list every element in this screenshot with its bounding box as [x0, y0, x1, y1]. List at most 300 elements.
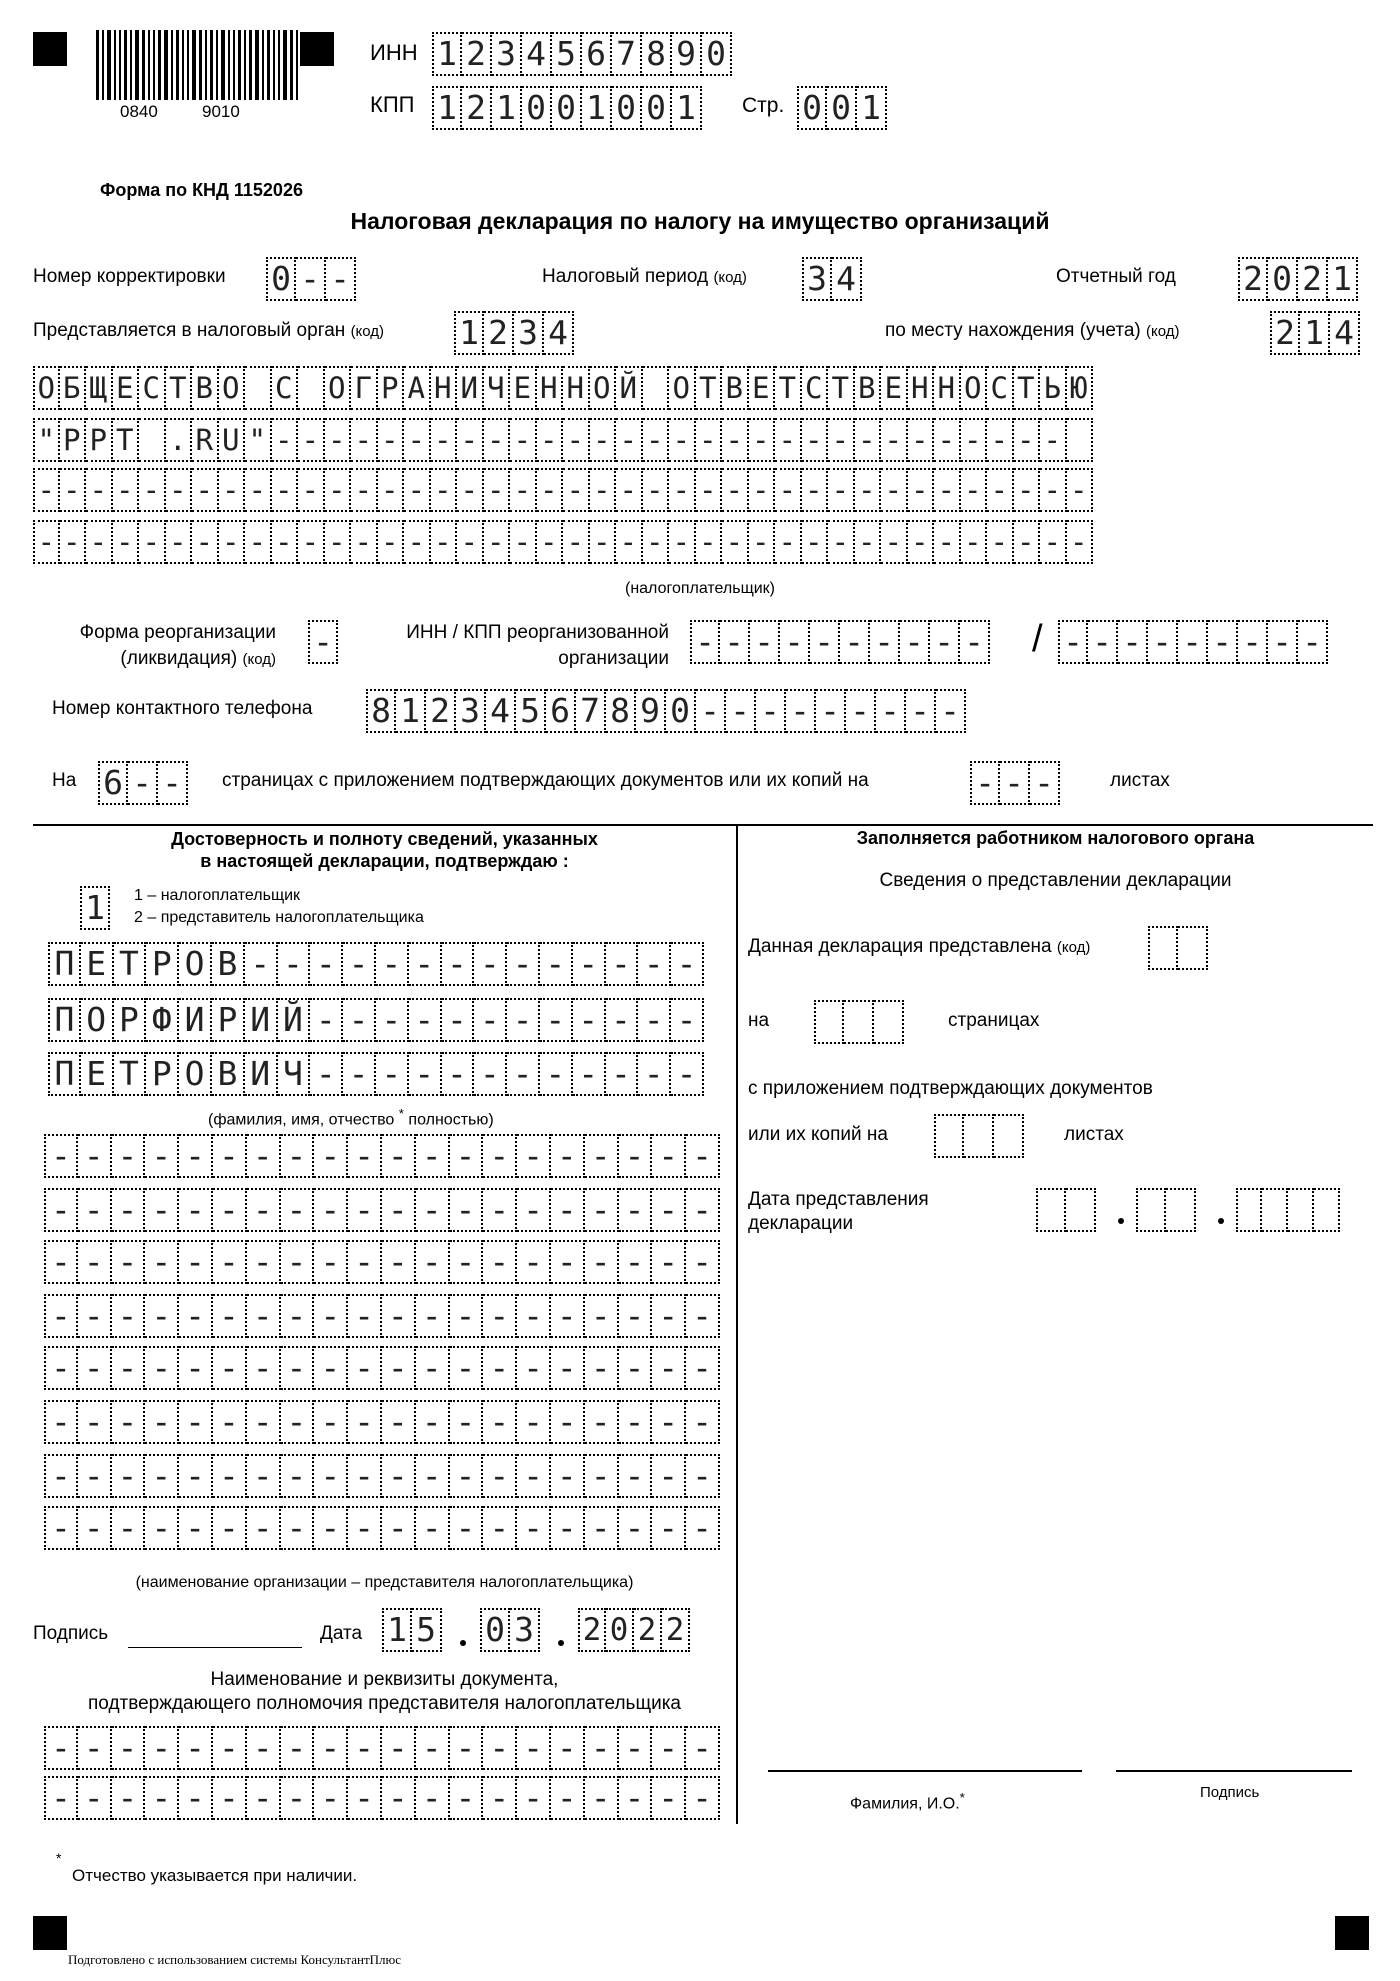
sheets-cells[interactable] — [970, 761, 1060, 805]
char-cell: - — [192, 520, 219, 564]
char-cell: - — [272, 468, 299, 512]
char-cell: 1 — [80, 886, 110, 930]
char-cell: - — [585, 1506, 619, 1550]
char-cell: - — [652, 1294, 686, 1338]
char-cell: - — [78, 1134, 112, 1178]
barcode-bar — [249, 30, 252, 100]
char-cell: - — [652, 1346, 686, 1390]
doc-row-2[interactable] — [44, 1776, 720, 1820]
surname-cells[interactable] — [48, 942, 704, 986]
fio-line[interactable] — [768, 1770, 1082, 1772]
char-cell: U — [219, 418, 246, 462]
char-cell: - — [483, 1134, 517, 1178]
char-cell: Т — [696, 366, 723, 410]
reorg-inn-label: ИНН / КПП реорганизованной организации — [406, 622, 669, 669]
char-cell: . — [166, 418, 193, 462]
char-cell: - — [619, 1346, 653, 1390]
char-cell: - — [786, 689, 816, 733]
char-cell: - — [376, 998, 409, 1042]
char-cell: 6 — [582, 32, 612, 76]
char-cell: - — [828, 520, 855, 564]
char-cell: - — [44, 1454, 78, 1498]
fio-label: Фамилия, И.О.* — [850, 1790, 965, 1813]
char-cell — [1178, 926, 1208, 970]
right-date-day-cells[interactable] — [1036, 1188, 1096, 1232]
char-cell: - — [671, 998, 704, 1042]
year-cells[interactable] — [1238, 257, 1358, 301]
char-cell: Н — [934, 366, 961, 410]
char-cell: 3 — [456, 689, 486, 733]
char-cell: - — [404, 418, 431, 462]
org-row-1[interactable] — [44, 1134, 720, 1178]
char-cell: - — [219, 520, 246, 564]
char-cell: - — [1298, 620, 1328, 664]
date-label: Дата — [320, 1623, 363, 1644]
char-cell: - — [314, 1726, 348, 1770]
char-cell: О — [219, 366, 246, 410]
char-cell: О — [590, 366, 617, 410]
char-cell: - — [179, 1240, 213, 1284]
char-cell: - — [378, 418, 405, 462]
char-cell: - — [802, 418, 829, 462]
char-cell: 2 — [462, 86, 492, 130]
char-cell: - — [382, 1134, 416, 1178]
right-pages-label: страницах — [948, 1010, 1040, 1031]
char-cell: - — [551, 1506, 585, 1550]
date-separator-1 — [460, 1640, 466, 1646]
corner-marker-top-right — [300, 32, 334, 66]
char-cell: 0 — [266, 257, 296, 301]
char-cell: - — [643, 468, 670, 512]
char-cell: - — [78, 1188, 112, 1232]
char-cell: - — [450, 1294, 484, 1338]
char-cell: В — [722, 366, 749, 410]
char-cell — [1166, 1188, 1196, 1232]
char-cell: - — [573, 942, 606, 986]
char-cell: - — [563, 468, 590, 512]
char-cell: - — [510, 468, 537, 512]
char-cell: - — [573, 998, 606, 1042]
char-cell: - — [44, 1134, 78, 1178]
char-cell: - — [585, 1346, 619, 1390]
char-cell: - — [213, 1506, 247, 1550]
char-cell: - — [376, 942, 409, 986]
char-cell: - — [881, 468, 908, 512]
char-cell — [1288, 1188, 1314, 1232]
char-cell: О — [961, 366, 988, 410]
char-cell: - — [652, 1400, 686, 1444]
patronymic-cells[interactable] — [48, 1052, 704, 1096]
reorg-inn-cells[interactable] — [690, 620, 990, 664]
char-cell — [1136, 1188, 1166, 1232]
barcode-bar — [216, 30, 218, 100]
presented-label: Данная декларация представлена (код) — [748, 936, 1091, 957]
char-cell: - — [179, 1134, 213, 1178]
char-cell: 0 — [666, 689, 696, 733]
char-cell: - — [179, 1454, 213, 1498]
char-cell: - — [213, 1776, 247, 1820]
char-cell: - — [775, 418, 802, 462]
char-cell: - — [78, 1506, 112, 1550]
org-row-8[interactable] — [44, 1506, 720, 1550]
barcode-bar — [205, 30, 207, 100]
barcode — [96, 30, 301, 100]
inn-cells[interactable] — [432, 32, 732, 76]
section-divider-horizontal — [33, 824, 1373, 826]
kpp-cells[interactable] — [432, 86, 702, 130]
char-cell: 0 — [606, 1608, 634, 1652]
attach-label: с приложением подтверждающих документов — [748, 1078, 1153, 1099]
firstname-cells[interactable] — [48, 998, 704, 1042]
char-cell: Ю — [1067, 366, 1094, 410]
char-cell: - — [382, 1188, 416, 1232]
char-cell: - — [78, 1776, 112, 1820]
char-cell: - — [686, 1134, 720, 1178]
char-cell: - — [145, 1506, 179, 1550]
date-month-cells[interactable] — [480, 1608, 540, 1652]
char-cell: - — [431, 520, 458, 564]
char-cell: - — [540, 942, 573, 986]
phone-cells[interactable] — [366, 689, 966, 733]
char-cell: - — [326, 257, 356, 301]
char-cell: - — [517, 1240, 551, 1284]
char-cell: - — [616, 520, 643, 564]
char-cell: - — [483, 1294, 517, 1338]
char-cell: И — [245, 1052, 278, 1096]
char-cell: - — [442, 998, 475, 1042]
char-cell: Г — [351, 366, 378, 410]
char-cell: Ч — [484, 366, 511, 410]
char-cell: - — [382, 1240, 416, 1284]
taxpayer-row-1[interactable] — [33, 366, 1093, 410]
char-cell: - — [409, 942, 442, 986]
char-cell: Й — [278, 998, 311, 1042]
char-cell: - — [585, 1240, 619, 1284]
char-cell: 4 — [486, 689, 516, 733]
char-cell: - — [78, 1400, 112, 1444]
char-cell: - — [643, 520, 670, 564]
char-cell: - — [537, 418, 564, 462]
location-cells[interactable] — [1270, 311, 1360, 355]
date-day-cells[interactable] — [382, 1608, 442, 1652]
char-cell: - — [960, 620, 990, 664]
barcode-bar — [255, 30, 259, 100]
correction-label: Номер корректировки — [33, 266, 226, 287]
char-cell: - — [585, 1294, 619, 1338]
barcode-bar — [119, 30, 121, 100]
char-cell: Н — [908, 366, 935, 410]
char-cell: - — [540, 998, 573, 1042]
char-cell: - — [749, 418, 776, 462]
pages-middle-text: страницах с приложением подтверждающих документов или их копий на — [222, 770, 869, 791]
char-cell: Е — [749, 366, 776, 410]
char-cell: 6 — [98, 761, 128, 805]
char-cell: - — [828, 468, 855, 512]
char-cell: - — [457, 418, 484, 462]
char-cell: - — [483, 1240, 517, 1284]
char-cell: - — [78, 1454, 112, 1498]
char-cell — [844, 1000, 874, 1044]
org-row-4[interactable] — [44, 1294, 720, 1338]
org-row-3[interactable] — [44, 1240, 720, 1284]
char-cell: - — [722, 520, 749, 564]
char-cell: Т — [775, 366, 802, 410]
char-cell: - — [213, 1454, 247, 1498]
char-cell: 2 — [1238, 257, 1268, 301]
char-cell: - — [450, 1454, 484, 1498]
char-cell: - — [450, 1776, 484, 1820]
char-cell: - — [686, 1400, 720, 1444]
char-cell: - — [78, 1346, 112, 1390]
char-cell: - — [855, 520, 882, 564]
char-cell: - — [314, 1454, 348, 1498]
right-sheets-cells[interactable] — [934, 1114, 1024, 1158]
char-cell: - — [669, 468, 696, 512]
barcode-bar — [158, 30, 161, 100]
char-cell: - — [213, 1188, 247, 1232]
barcode-bar — [273, 30, 275, 100]
char-cell: - — [1118, 620, 1148, 664]
char-cell: - — [484, 520, 511, 564]
char-cell: 7 — [612, 32, 642, 76]
org-row-5[interactable] — [44, 1346, 720, 1390]
char-cell: Р — [212, 998, 245, 1042]
char-cell: - — [638, 942, 671, 986]
char-cell: - — [404, 520, 431, 564]
char-cell: - — [245, 468, 272, 512]
char-cell: - — [474, 998, 507, 1042]
char-cell: Р — [146, 942, 179, 986]
correction-cells[interactable] — [266, 257, 356, 301]
char-cell: - — [450, 1134, 484, 1178]
char-cell: - — [855, 468, 882, 512]
taxpayer-row-2[interactable] — [33, 418, 1093, 462]
char-cell: - — [308, 620, 338, 664]
char-cell: - — [510, 520, 537, 564]
char-cell: - — [750, 620, 780, 664]
char-cell: - — [310, 942, 343, 986]
right-pages-cells[interactable] — [814, 1000, 904, 1044]
right-date-separator-1 — [1118, 1218, 1124, 1224]
pages-prefix: На — [52, 770, 77, 791]
char-cell: - — [86, 468, 113, 512]
char-cell: - — [551, 1346, 585, 1390]
char-cell: - — [780, 620, 810, 664]
char-cell: - — [507, 1052, 540, 1096]
char-cell: - — [44, 1506, 78, 1550]
right-date-month-cells[interactable] — [1136, 1188, 1196, 1232]
char-cell: - — [840, 620, 870, 664]
char-cell: О — [33, 366, 60, 410]
barcode-bar — [262, 30, 264, 100]
signature-line[interactable] — [128, 1647, 302, 1648]
reorg-slash: / — [1032, 618, 1043, 660]
char-cell: - — [585, 1400, 619, 1444]
char-cell: Е — [81, 1052, 114, 1096]
char-cell: - — [987, 520, 1014, 564]
right-heading: Заполняется работником налогового органа — [856, 828, 1255, 848]
authority-cells[interactable] — [454, 311, 574, 355]
org-row-7[interactable] — [44, 1454, 720, 1498]
char-cell: - — [484, 468, 511, 512]
char-cell: - — [537, 468, 564, 512]
barcode-bar — [283, 30, 287, 100]
char-cell: В — [192, 366, 219, 410]
char-cell: 5 — [412, 1608, 442, 1652]
char-cell: - — [483, 1506, 517, 1550]
char-cell: - — [551, 1454, 585, 1498]
char-cell: - — [86, 520, 113, 564]
char-cell: Е — [113, 366, 140, 410]
char-cell: - — [44, 1400, 78, 1444]
period-cells[interactable] — [802, 257, 862, 301]
char-cell: - — [314, 1776, 348, 1820]
char-cell: 4 — [1330, 311, 1360, 355]
char-cell — [964, 1114, 994, 1158]
char-cell: - — [517, 1400, 551, 1444]
char-cell: R — [192, 418, 219, 462]
char-cell: - — [686, 1454, 720, 1498]
char-cell: - — [416, 1188, 450, 1232]
char-cell: - — [281, 1506, 315, 1550]
char-cell: - — [585, 1776, 619, 1820]
char-cell: - — [247, 1346, 281, 1390]
char-cell: - — [551, 1240, 585, 1284]
char-cell: - — [145, 1726, 179, 1770]
char-cell: И — [179, 998, 212, 1042]
char-cell: - — [573, 1052, 606, 1096]
char-cell — [1262, 1188, 1288, 1232]
char-cell: - — [113, 520, 140, 564]
char-cell: - — [619, 1134, 653, 1178]
char-cell: С — [139, 366, 166, 410]
char-cell: - — [348, 1454, 382, 1498]
taxpayer-row-4[interactable] — [33, 520, 1093, 564]
char-cell: - — [378, 468, 405, 512]
char-cell: - — [652, 1454, 686, 1498]
char-cell: - — [416, 1294, 450, 1338]
char-cell: - — [474, 1052, 507, 1096]
char-cell: - — [348, 1506, 382, 1550]
signature-label: Подпись — [33, 1623, 109, 1644]
barcode-bar — [182, 30, 184, 100]
char-cell: - — [855, 418, 882, 462]
char-cell: - — [348, 1726, 382, 1770]
org-row-6[interactable] — [44, 1400, 720, 1444]
reorg-cells[interactable] — [308, 620, 338, 664]
pages-cells[interactable] — [98, 761, 188, 805]
char-cell: - — [166, 468, 193, 512]
char-cell: В — [212, 942, 245, 986]
barcode-bar — [135, 30, 139, 100]
char-cell: 4 — [522, 32, 552, 76]
char-cell: - — [247, 1776, 281, 1820]
char-cell: - — [876, 689, 906, 733]
char-cell: - — [1014, 520, 1041, 564]
char-cell: - — [961, 468, 988, 512]
presented-code-cells[interactable] — [1148, 926, 1208, 970]
signer-type-cell[interactable] — [80, 886, 110, 930]
char-cell: - — [517, 1506, 551, 1550]
char-cell: - — [219, 468, 246, 512]
char-cell: - — [166, 520, 193, 564]
period-label: Налоговый период (код) — [542, 266, 747, 287]
char-cell: - — [416, 1240, 450, 1284]
org-row-2[interactable] — [44, 1188, 720, 1232]
char-cell: - — [431, 418, 458, 462]
corner-marker-bottom-left — [33, 1916, 67, 1950]
footnote-star: * — [56, 1850, 62, 1866]
char-cell — [1148, 926, 1178, 970]
char-cell: - — [1208, 620, 1238, 664]
right-sheets-label: листах — [1064, 1124, 1124, 1145]
char-cell: T — [113, 418, 140, 462]
char-cell: - — [775, 468, 802, 512]
char-cell: - — [517, 1454, 551, 1498]
right-date-year-cells[interactable] — [1236, 1188, 1340, 1232]
on-label: на — [748, 1010, 770, 1031]
char-cell: - — [585, 1188, 619, 1232]
char-cell: - — [906, 689, 936, 733]
char-cell: - — [457, 468, 484, 512]
char-cell: - — [870, 620, 900, 664]
char-cell: - — [382, 1726, 416, 1770]
char-cell: " — [245, 418, 272, 462]
char-cell: - — [669, 520, 696, 564]
barcode-bar — [233, 30, 235, 100]
char-cell: 1 — [1300, 311, 1330, 355]
barcode-bar — [164, 30, 168, 100]
char-cell: - — [348, 1400, 382, 1444]
char-cell: Е — [881, 366, 908, 410]
char-cell: 1 — [1328, 257, 1358, 301]
right-sign-line[interactable] — [1116, 1770, 1352, 1772]
char-cell: В — [212, 1052, 245, 1096]
char-cell: - — [348, 1188, 382, 1232]
date-year-cells[interactable] — [578, 1608, 690, 1652]
char-cell: - — [551, 1134, 585, 1178]
char-cell: - — [179, 1188, 213, 1232]
char-cell: - — [145, 1294, 179, 1338]
char-cell: - — [112, 1240, 146, 1284]
char-cell: 2 — [1270, 311, 1300, 355]
char-cell: П — [48, 998, 81, 1042]
char-cell: 1 — [432, 86, 462, 130]
char-cell: - — [606, 942, 639, 986]
char-cell: - — [60, 468, 87, 512]
reorg-kpp-cells[interactable] — [1058, 620, 1328, 664]
doc-row-1[interactable] — [44, 1726, 720, 1770]
location-label: по месту нахождения (учета) (код) — [885, 320, 1180, 341]
char-cell: - — [507, 942, 540, 986]
char-cell: 3 — [510, 1608, 540, 1652]
char-cell: - — [619, 1294, 653, 1338]
char-cell: - — [1268, 620, 1298, 664]
authority-label: Представляется в налоговый орган (код) — [33, 320, 385, 341]
char-cell: - — [314, 1346, 348, 1390]
char-cell: - — [457, 520, 484, 564]
char-cell: - — [213, 1240, 247, 1284]
char-cell: Р — [146, 1052, 179, 1096]
char-cell: - — [1238, 620, 1268, 664]
char-cell: 6 — [546, 689, 576, 733]
taxpayer-row-3[interactable] — [33, 468, 1093, 512]
char-cell: - — [696, 468, 723, 512]
char-cell: - — [671, 1052, 704, 1096]
char-cell: - — [517, 1726, 551, 1770]
char-cell: - — [749, 468, 776, 512]
signer-option-2: 2 – представитель налогоплательщика — [134, 909, 424, 926]
